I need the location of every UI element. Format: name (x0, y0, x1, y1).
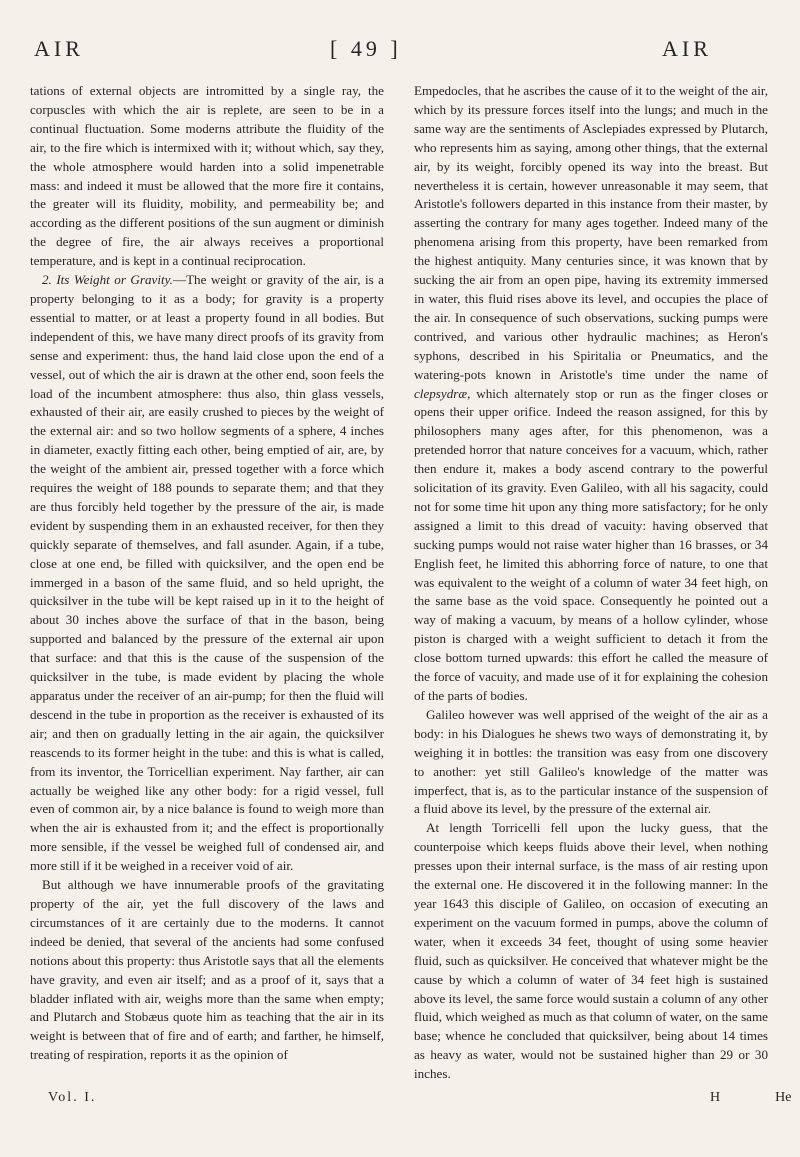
header-right-word: AIR (662, 36, 712, 61)
page-number: [ 49 ] (330, 36, 402, 61)
paragraph-weight-text: —The weight or gravity of the air, is a property belonging to it as a body; for gravity is a property essential to matter, or at least a property found in all bodies. But independent of this, we have many direct proofs of its gravity from sense and experiment: thus, the hand laid close upon the end of a vessel, out of which the air is drawn at the other end, soon feels the load of the incumbent atmosphere: thus also, thin glass vessels, exhausted of their air, are easily crushed to pieces by the weight of the external air: and so two hollow segments of a sphere, 4 inches in diameter, exactly fitting each other, being emptied of air, are, by the weight of the ambient air, pressed together with a force which requires the weight of 188 pounds to separate them; and that they are thus forcibly held together by the pressure of the air, is made evident by suspending them in an exhausted receiver, for then they quickly separate of themselves, and fall asunder. Again, if a tube, close at one end, be filled with quicksilver, and the open end be immerged in a bason of the same fluid, and so held upright, the quicksilver in the tube will be kept raised up in it to the height of about 30 inches above the surface of that in the bason, being supported and balanced by the pressure of the external air upon that surface: and that this is the cause of the suspension of the quicksilver in the tube, is made evident by placing the whole apparatus under the receiver of an air-pump; for then the fluid will descend in the tube in proportion as the receiver is exhausted of its air; and then on gradually letting in the air again, the quicksilver reascends to its former height in the tube: and this is what is called, from its inventor, the Torricellian experiment. Nay farther, air can actually be weighed like any other body: for a rigid vessel, full even of common air, by a nice balance is found to weigh more than when the air is exhausted from it; and the effect is proportionally more sensible, if the vessel be weighed full of condensed air, and more still if it be weighed in a receiver void of air. (30, 272, 384, 874)
running-header (30, 36, 770, 64)
catchword-text: He (775, 1090, 792, 1105)
paragraph-galileo: Galileo however was well apprised of the weight of the air as a body: in his Dialogues he shews two ways of demonstrating it, by weighing it in bottles: the transition was easy from one discovery to another: yet still Galileo's knowledge of the matter was imperfect, that is, as to the particular instance of the suspension of a fluid above its level, by the pressure of the external air. (414, 706, 768, 817)
paragraph-fire-fluidity: tations of external objects are intromitted by a single ray, the corpuscles with which the air is replete, are seen to be in a continual fluctuation. Some moderns attribute the fluidity of the air, to the fire which is intermixed with it; without which, say they, the whole atmosphere would harden into a solid impenetrable mass: and indeed it must be allowed that the more fire it contains, the greater will its fluidity, mobility, and permeability be; and according as the different positions of the sun augment or diminish the degree of fire, the air always receives a proportional temperature, and is kept in a continual reciprocation. (30, 83, 384, 269)
volume-marker: Vol. I. (48, 1090, 97, 1105)
left-column (30, 82, 384, 1065)
section-heading-weight: 2. Its Weight or Gravity. (42, 272, 173, 288)
paragraph-empedocles-a: Empedocles, that he ascribes the cause of it to the weight of the air, which by its pressure forces itself into the lungs; and much in the same way are the sentiments of Asclepiades expressed by Plutarch, who represents him as saying, among other things, that the external air, by its weight, forcibly opened its way into the breast. But nevertheless it is certain, however unreasonable it may seem, that Aristotle's followers departed in this instance from their master, by asserting the contrary for many ages together. Indeed many of the phenomena arising from this property, have been remarked from the highest antiquity. Many centuries since, it was known that by sucking the air from an open pipe, having its extremity immersed in water, this fluid rises above its level, and occupies the place of the air. In consequence of such observations, sucking pumps were contrived, and various other hydraulic machines; as Heron's syphons, described in his Spiritalia or Pneumatics, and the watering-pots known in Aristotle's time under the name of (414, 83, 768, 382)
paragraph-empedocles (414, 82, 768, 706)
right-column (414, 82, 768, 1084)
term-clepsydrae: clepsydræ (414, 385, 468, 401)
signature-mark: H (710, 1090, 721, 1105)
header-left-word: AIR (34, 36, 84, 61)
paragraph-empedocles-b: , which alternately stop or run as the finger closes or opens their upper orifice. Indeed the reason assigned, for this by philosophers many ages after, for this phenomenon, was a pretended horror that nature conceives for a vacuum, which, rather then endure it, makes a body ascend contrary to the powerful solicitation of its gravity. Even Galileo, with all his sagacity, could not for some time hit upon any thing more satisfactory; for he only assigned a limit to this dread of vacuity: having observed that sucking pumps would not raise water higher than 16 brasses, or 34 English feet, he limited this abhorring force of nature, to one that was equivalent to the weight of a column of water 34 feet high, on the same base as the void space. Consequently he pointed out a way of making a vacuum, by means of a hollow cylinder, whose piston is charged with a weight sufficient to detach it from the close bottom turned upwards: this effort he called the measure of the force of vacuity, and made use of it for explaining the cohesion of the parts of bodies. (414, 385, 768, 703)
paragraph-ancients: But although we have innumerable proofs of the gravitating property of the air, yet the full discovery of the laws and circumstances of it are certainly due to the moderns. It cannot indeed be denied, that several of the ancients had some confused notions about this property: thus Aristotle says that all the elements have gravity, and even air itself; and as a proof of it, says that a bladder inflated with air, weighs more than the same when empty; and Plutarch and Stobæus quote him as teaching that the air in its weight is between that of fire and of earth; and farther, he himself, treating of respiration, reports it as the opinion of (30, 877, 384, 1063)
paragraph-torricelli: At length Torricelli fell upon the lucky guess, that the counterpoise which keeps fluids above their level, when nothing presses upon their internal surface, is the mass of air resting upon the external one. He discovered it in the following manner: In the year 1643 this disciple of Galileo, on occasion of executing an experiment on the vacuum formed in pumps, above the column of water, when it exceeds 34 feet, thought of using some heavier fluid, such as quicksilver. He conceived that whatever might be the cause by which a column of water of 34 feet high is sustained above its level, the same force would sustain a column of any other fluid, which weighed as much as that column of water, on the same base; whence he concluded that quicksilver, being about 14 times as heavy as water, would not be sustained higher than 29 or 30 inches. (414, 820, 768, 1082)
paragraph-weight-gravity (30, 271, 384, 876)
catchword (710, 1090, 791, 1106)
